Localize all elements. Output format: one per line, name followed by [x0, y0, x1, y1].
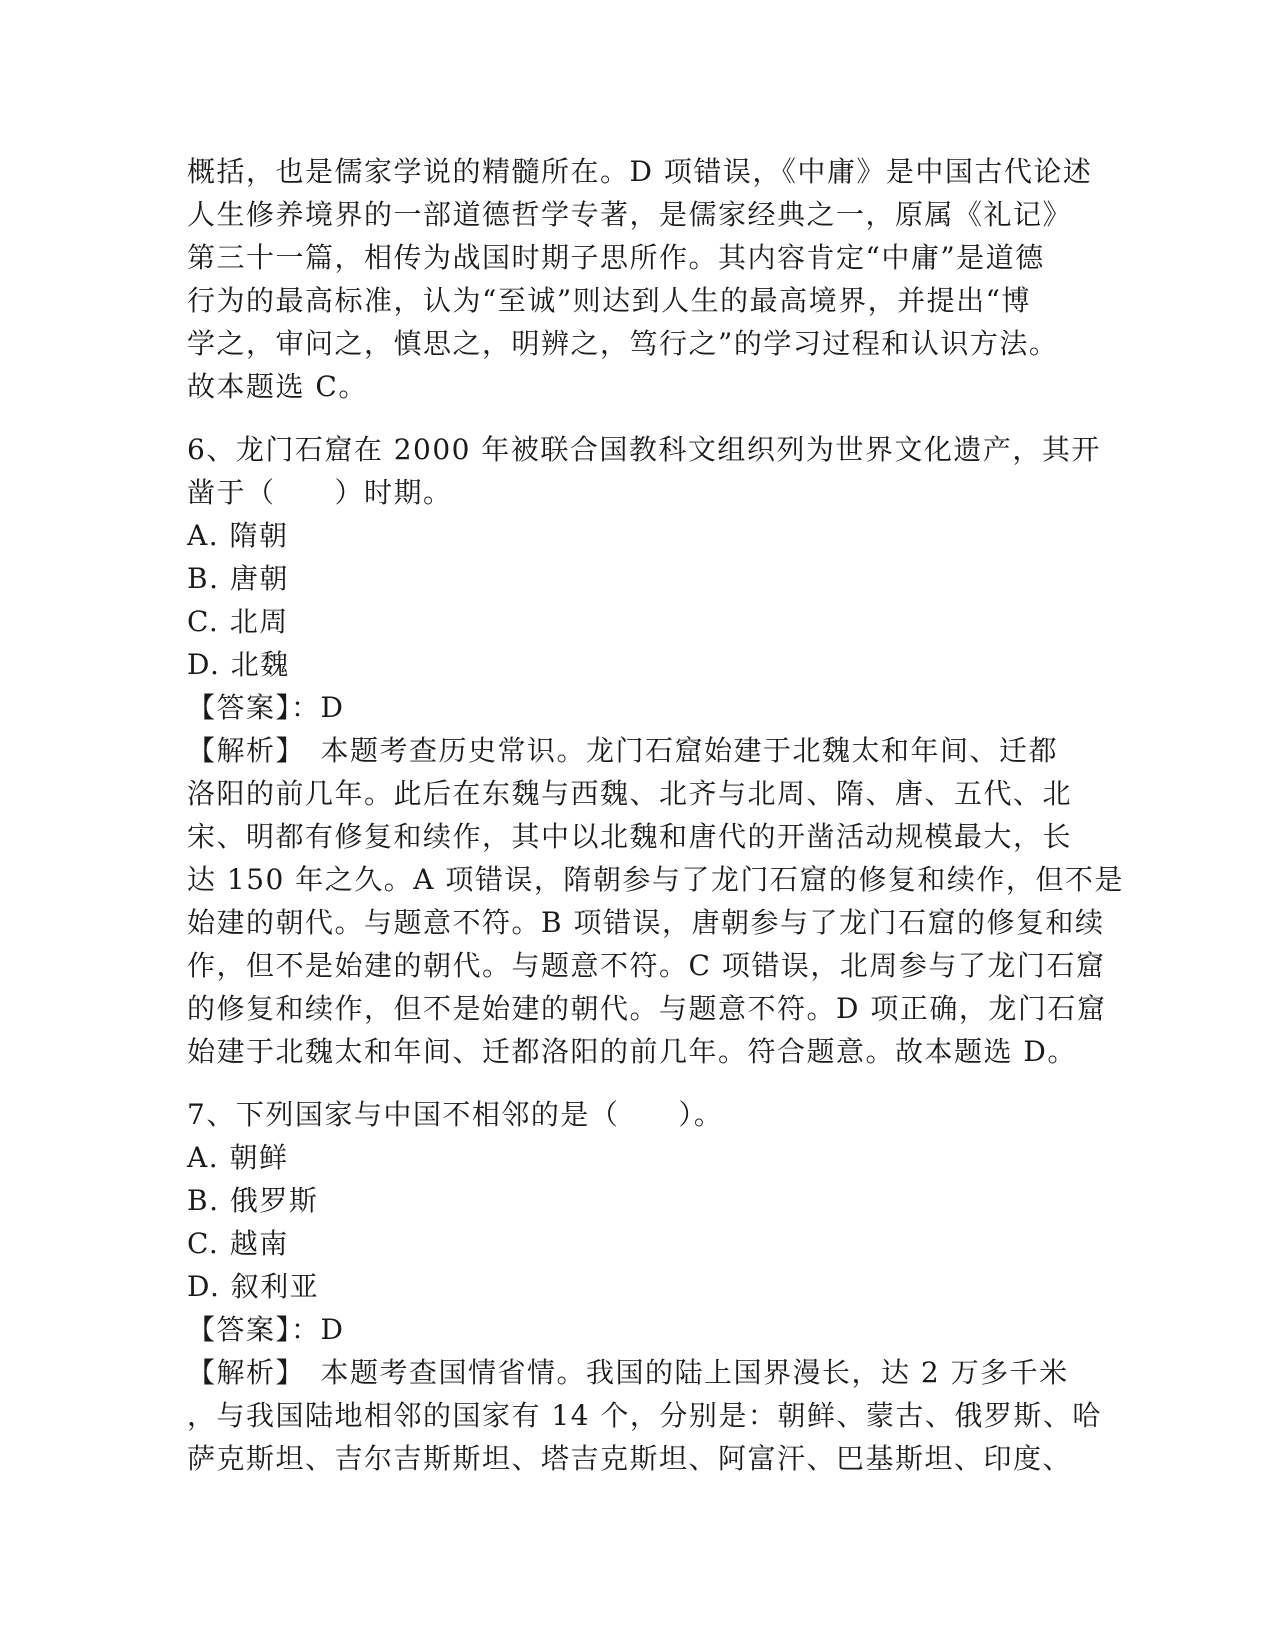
- explanation-line: 始建的朝代。与题意不符。B 项错误，唐朝参与了龙门石窟的修复和续: [187, 906, 1105, 939]
- answer-line: 【答案】：D: [187, 1313, 345, 1346]
- text-line: 概括，也是儒家学说的精髓所在。D 项错误，《中庸》是中国古代论述: [187, 155, 1093, 188]
- explanation-line: 达 150 年之久。A 项错误，隋朝参与了龙门石窟的修复和续作，但不是: [187, 863, 1124, 896]
- explanation-line: 宋、明都有修复和续作，其中以北魏和唐代的开凿活动规模最大，长: [187, 820, 1073, 853]
- explanation-line: 始建于北魏太和年间、迁都洛阳的前几年。符合题意。故本题选 D。: [187, 1035, 1077, 1068]
- explanation-line: 【解析】 本题考查历史常识。龙门石窟始建于北魏太和年间、迁都: [187, 734, 1059, 767]
- option-c: C. 北周: [187, 605, 289, 638]
- question-7: [187, 1093, 1102, 1480]
- text-line: 第三十一篇，相传为战国时期子思所作。其内容肯定“中庸”是道德: [187, 241, 1045, 274]
- answer-line: 【答案】：D: [187, 691, 345, 724]
- option-b: B. 唐朝: [187, 562, 289, 595]
- question-6: [187, 428, 1124, 1073]
- document-page: [187, 150, 1124, 1480]
- text-line: 行为的最高标准，认为“至诚”则达到人生的最高境界，并提出“博: [187, 284, 1031, 317]
- question-text: 6、龙门石窟在 2000 年被联合国教科文组织列为世界文化遗产，其开: [187, 433, 1101, 466]
- text-line: 故本题选 C。: [187, 370, 368, 403]
- text-line: 人生修养境界的一部道德哲学专著，是儒家经典之一，原属《礼记》: [187, 198, 1073, 231]
- explanation-line: ，与我国陆地相邻的国家有 14 个，分别是：朝鲜、蒙古、俄罗斯、哈: [187, 1399, 1102, 1432]
- option-b: B. 俄罗斯: [187, 1184, 319, 1217]
- question-text: 7、下列国家与中国不相邻的是（ ）。: [187, 1098, 724, 1131]
- explanation-line: 萨克斯坦、吉尔吉斯斯坦、塔吉克斯坦、阿富汗、巴基斯坦、印度、: [187, 1442, 1073, 1475]
- question-text: 凿于（ ）时期。: [187, 476, 453, 509]
- option-a: A. 朝鲜: [187, 1141, 289, 1174]
- explanation-line: 洛阳的前几年。此后在东魏与西魏、北齐与北周、隋、唐、五代、北: [187, 777, 1073, 810]
- option-c: C. 越南: [187, 1227, 289, 1260]
- option-d: D. 北魏: [187, 648, 290, 681]
- text-line: 学之，审问之，慎思之，明辨之，笃行之”的学习过程和认识方法。: [187, 327, 1059, 360]
- option-a: A. 隋朝: [187, 519, 289, 552]
- option-d: D. 叙利亚: [187, 1270, 320, 1303]
- explanation-line: 【解析】 本题考查国情省情。我国的陆上国界漫长，达 2 万多千米: [187, 1356, 1069, 1389]
- explanation-line: 的修复和续作，但不是始建的朝代。与题意不符。D 项正确，龙门石窟: [187, 992, 1107, 1025]
- explanation-line: 作，但不是始建的朝代。与题意不符。C 项错误，北周参与了龙门石窟: [187, 949, 1106, 982]
- intro-explanation: [187, 150, 1093, 408]
